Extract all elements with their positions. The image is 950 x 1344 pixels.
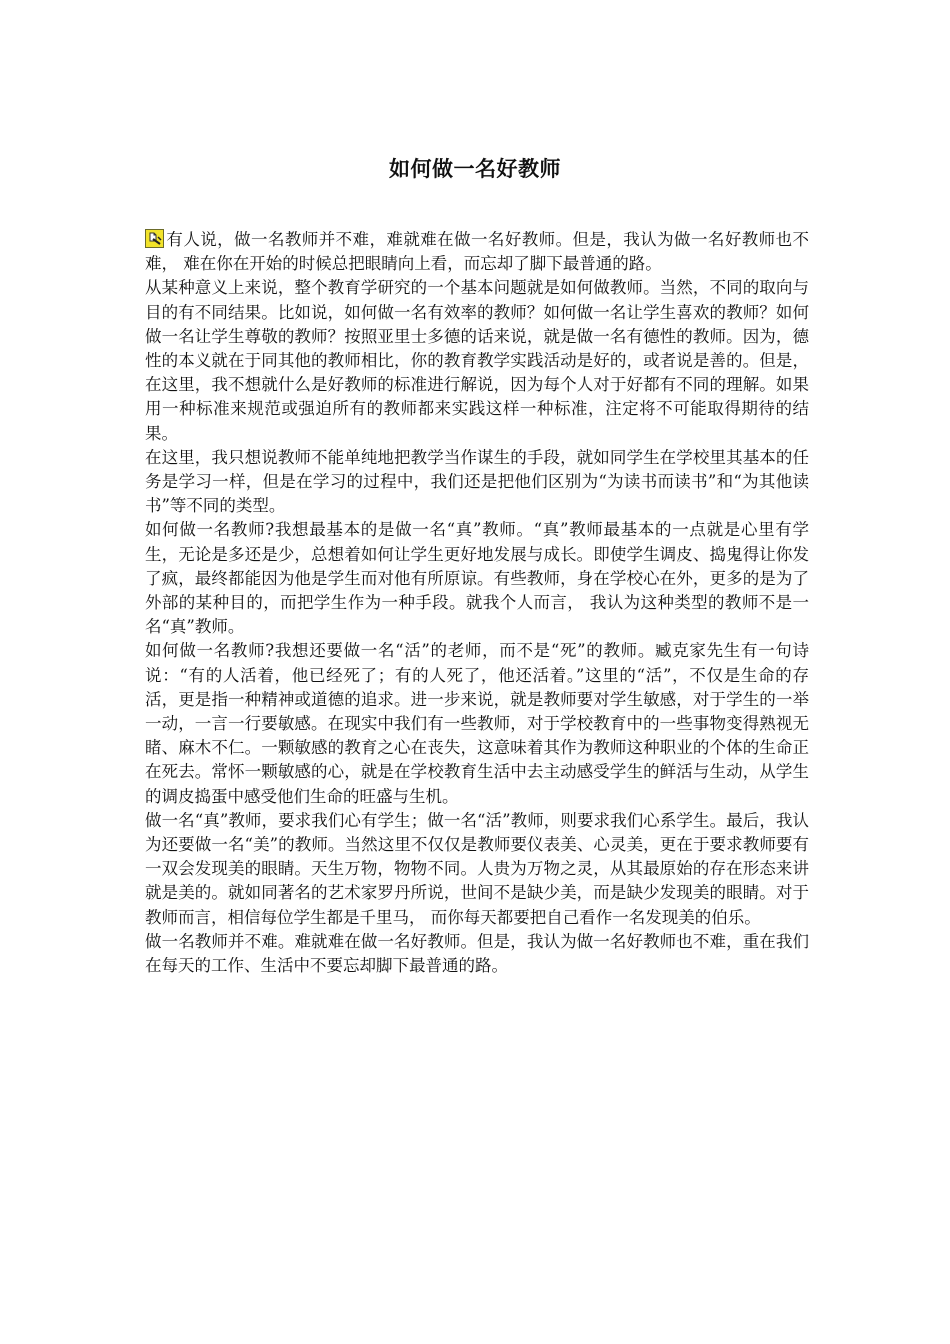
paragraph-7: 做一名教师并不难。难就难在做一名好教师。但是，我认为做一名好教师也不难，重在我们在每天的工作、生活中不要忘却脚下最普通的路。 [145,931,809,976]
paragraph-3: 在这里，我只想说教师不能单纯地把教学当作谋生的手段，就如同学生在学校里其基本的任务是学习一样，但是在学习的过程中，我们还是把他们区别为“为读书而读书”和“为其他读书”等不同的类型。 [145,447,809,516]
article-body [145,228,809,978]
note-icon[interactable] [145,229,164,248]
paragraph-6: 做一名“真”教师，要求我们心有学生；做一名“活”教师，则要求我们心系学生。最后，我认为还要做一名“美”的教师。当然这里不仅仅是教师要仪表美、心灵美，更在于要求教师要有一双会发现美的眼睛。天生万物，物物不同。人贵为万物之灵，从其最原始的存在形态来讲就是美的。就如同著名的艺术家罗丹所说，世间不是缺少美，而是缺少发现美的眼睛。对于教师而言，相信每位学生都是千里马， 而你每天都要把自己看作一名发现美的伯乐。 [145,810,809,927]
paragraph-1 [145,228,809,276]
paragraph-5: 如何做一名教师?我想还要做一名“活”的老师，而不是“死”的教师。臧克家先生有一句诗说：“有的人活着，他已经死了；有的人死了，他还活着。”这里的“活”，不仅是生命的存活，更是指一种精神或道德的追求。进一步来说，就是教师要对学生敏感，对于学生的一举一动，一言一行要敏感。在现实中我们有一些教师，对于学校教育中的一些事物变得熟视无睹、麻木不仁。一颗敏感的教育之心在丧失，这意味着其作为教师这种职业的个体的生命正在死去。常怀一颗敏感的心，就是在学校教育生活中去主动感受学生的鲜活与生动，从学生的调皮捣蛋中感受他们生命的旺盛与生机。 [145,641,809,806]
page-title: 如何做一名好教师 [389,156,561,181]
paragraph-1-text: 有人说，做一名教师并不难，难就难在做一名好教师。但是，我认为做一名好教师也不难， 难在你在开始的时候总把眼睛向上看，而忘却了脚下最普通的路。 [145,230,809,274]
paragraph-2: 从某种意义上来说，整个教育学研究的一个基本问题就是如何做教师。当然，不同的取向与目的有不同结果。比如说，如何做一名有效率的教师？如何做一名让学生喜欢的教师？如何做一名让学生尊敬的教师？按照亚里士多德的话来说，就是做一名有德性的教师。因为，德性的本义就在于同其他的教师相比，你的教育教学实践活动是好的，或者说是善的。但是，在这里，我不想就什么是好教师的标准进行解说，因为每个人对于好都有不同的理解。如果用一种标准来规范或强迫所有的教师都来实践这样一种标准，注定将不可能取得期待的结果。 [145,278,809,443]
paragraph-4: 如何做一名教师?我想最基本的是做一名“真”教师。“真”教师最基本的一点就是心里有学生，无论是多还是少，总想着如何让学生更好地发展与成长。即使学生调皮、捣鬼得让你发了疯，最终都能因为他是学生而对他有所原谅。有些教师，身在学校心在外，更多的是为了外部的某种目的，而把学生作为一种手段。就我个人而言， 我认为这种类型的教师不是一名“真”教师。 [145,520,809,637]
